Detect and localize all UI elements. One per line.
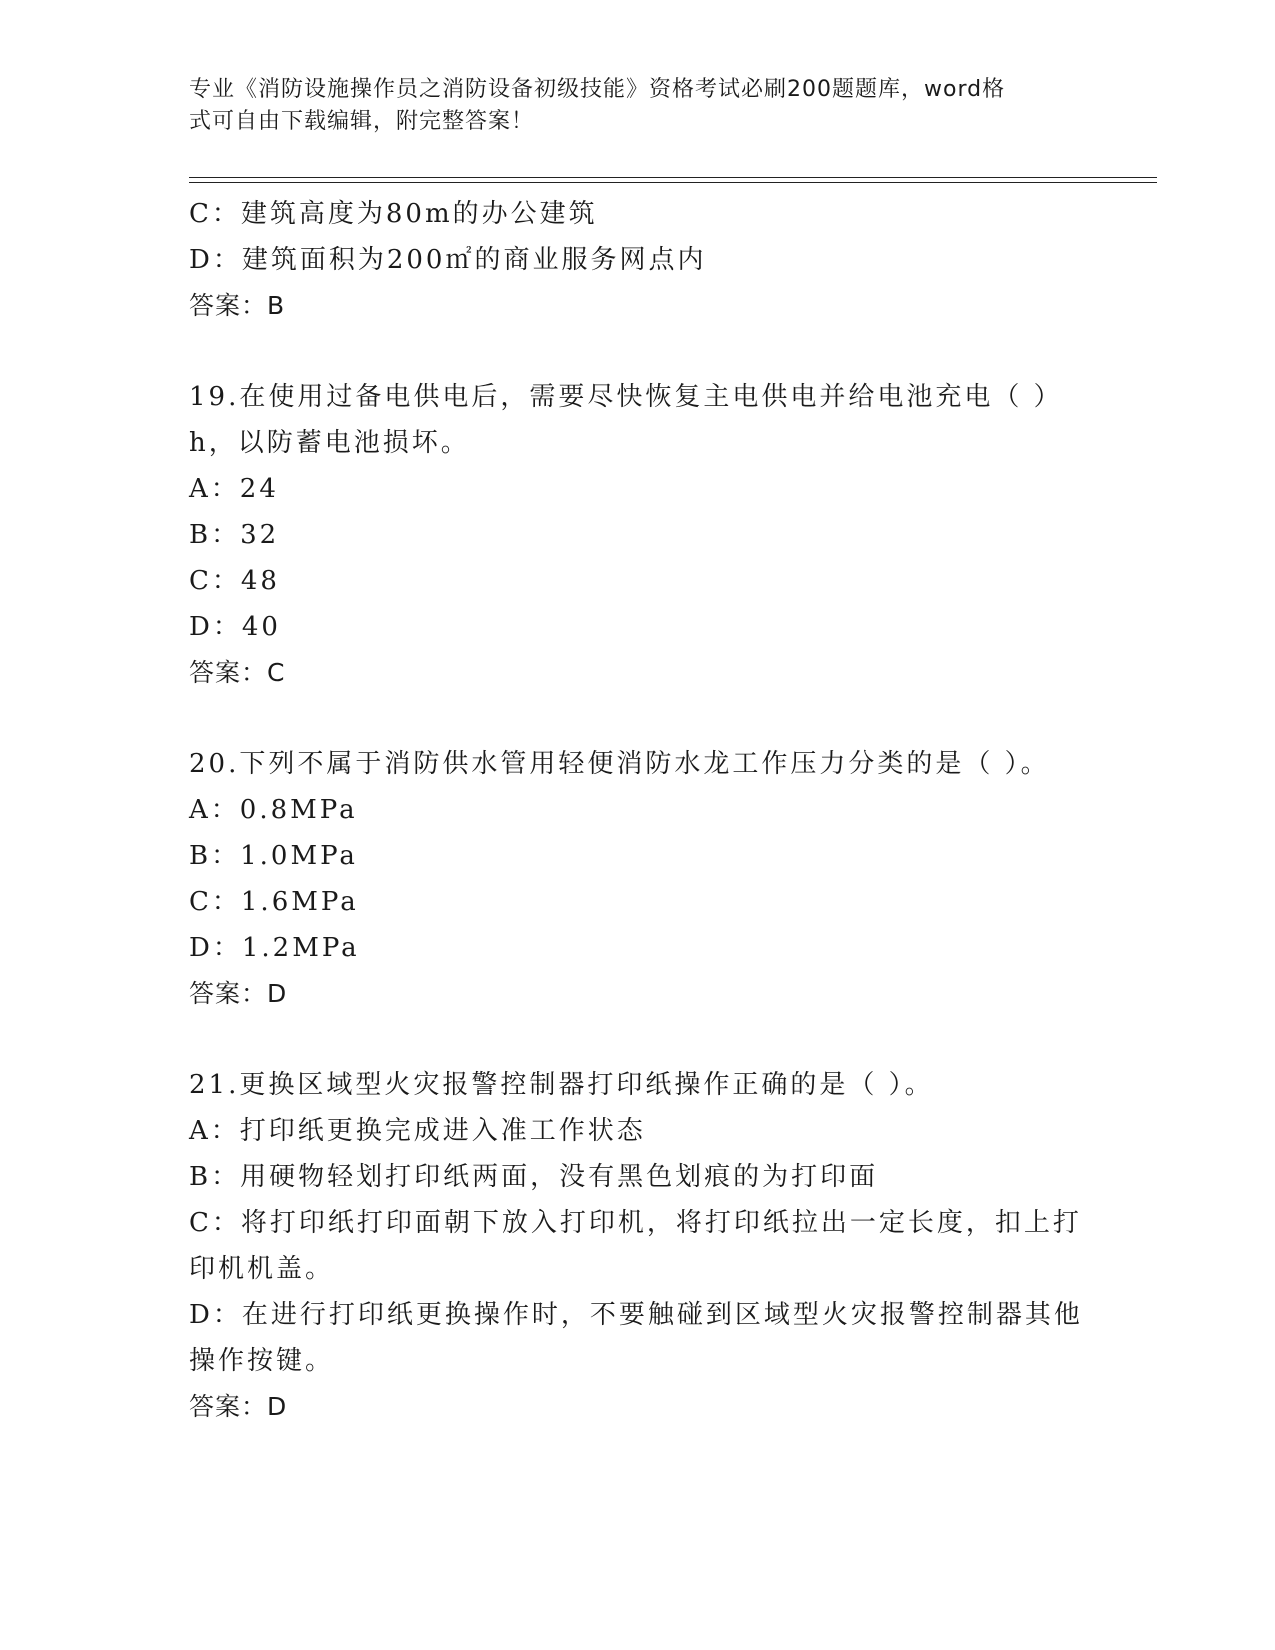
option-d-line-1: D：在进行打印纸更换操作时，不要触碰到区域型火灾报警控制器其他 [189,1300,1083,1330]
question-stem: 20.下列不属于消防供水管用轻便消防水龙工作压力分类的是（ ）。 [189,749,1050,779]
option-d-line-2: 操作按键。 [189,1346,335,1376]
answer-line: 答案：B [189,291,286,320]
header-line-1: 专业《消防设施操作员之消防设备初级技能》资格考试必刷200题题库，word格 [189,77,1006,102]
option-d: D：40 [189,612,281,642]
header-divider-top [189,177,1157,178]
document-header [189,74,1069,138]
option-a: A：打印纸更换完成进入准工作状态 [189,1116,646,1146]
option-b: B：32 [189,520,280,550]
question-21 [189,1062,1089,1430]
option-c: C：1.6MPa [189,887,359,917]
answer-line: 答案：C [189,658,286,687]
question-list [189,191,1089,1430]
option-c-line-1: C：将打印纸打印面朝下放入打印机，将打印纸拉出一定长度，扣上打 [189,1208,1082,1238]
answer-line: 答案：D [189,979,288,1008]
spacer [189,1017,1089,1062]
option-c: C：48 [189,566,280,596]
question-18-continued [189,191,1089,329]
header-line-2: 式可自由下载编辑，附完整答案！ [189,109,535,134]
answer-line: 答案：D [189,1392,288,1421]
option-c-line-2: 印机机盖。 [189,1254,335,1284]
question-19 [189,374,1089,696]
question-20 [189,741,1089,1017]
option-a: A：24 [189,474,279,504]
option-d: D：建筑面积为200㎡的商业服务网点内 [189,245,707,275]
spacer [189,329,1089,374]
option-a: A：0.8MPa [189,795,358,825]
option-b: B：1.0MPa [189,841,358,871]
question-stem: 21.更换区域型火灾报警控制器打印纸操作正确的是（ ）。 [189,1070,934,1100]
spacer [189,696,1089,741]
question-stem-line-2: h，以防蓄电池损坏。 [189,428,470,458]
header-divider-bottom [189,182,1157,183]
option-c: C：建筑高度为80m的办公建筑 [189,199,598,229]
option-d: D：1.2MPa [189,933,360,963]
question-stem-line-1: 19.在使用过备电供电后，需要尽快恢复主电供电并给电池充电（ ） [189,382,1063,412]
option-b: B：用硬物轻划打印纸两面，没有黑色划痕的为打印面 [189,1162,879,1192]
